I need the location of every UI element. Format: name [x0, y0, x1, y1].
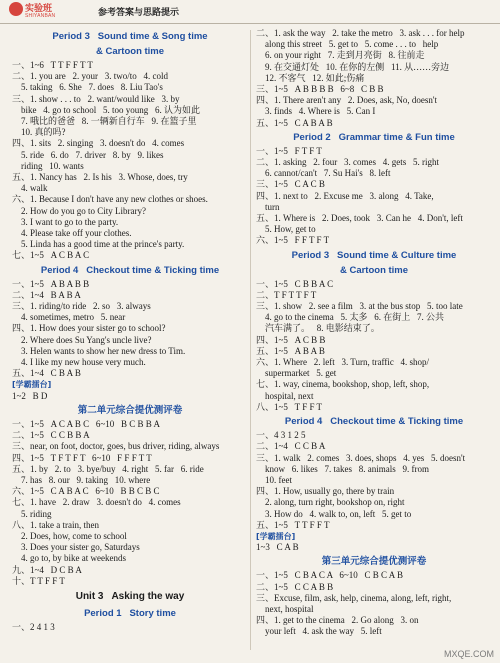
answer-line: 四、1~5 T F T F T 6~10 F F F T T: [12, 452, 152, 463]
answer-line: 四、1. There aren't any 2. Does, ask, No, doesn't: [256, 95, 437, 106]
answer-line: 四、1~5 A C B B: [256, 334, 326, 345]
answer-line: 3. Helen wants to show her new dress to Tim.: [12, 345, 186, 356]
section-title: & Cartoon time: [339, 264, 409, 276]
answer-line: next, hospital: [256, 603, 314, 614]
answer-line: 五、1~5 T T F F T: [256, 519, 330, 530]
section-title: Period 4 Checkout time & Ticking time: [40, 264, 220, 276]
answer-line: 四、1. sits 2. singing 3. doesn't do 4. comes: [12, 138, 185, 149]
answer-line: 五、1. Where is 2. Does, took 3. Can he 4. Don't, left: [256, 213, 463, 224]
answer-line: turn: [256, 201, 280, 212]
answer-line: 4. I like my new house very much.: [12, 357, 146, 368]
answer-line: your left 4. ask the way 5. left: [256, 626, 382, 637]
answer-line: 一、1~5 A B A B B: [12, 278, 90, 289]
answer-line: 7. 哦比的爸爸 8. 一辆新自行车 9. 在篮子里: [12, 116, 197, 127]
answer-line: 二、1~5 C C B B A: [12, 430, 90, 441]
answer-line: 七、1. way, cinema, bookshop, shop, left, shop,: [256, 379, 430, 390]
watermark-text: MXQE.COM: [443, 649, 494, 659]
answer-line: 二、1~5 C C A B B: [256, 581, 334, 592]
answer-line: 1~2 B D: [12, 390, 48, 401]
answer-line: bike 4. go to school 5. too young 6. 认为如此: [12, 104, 200, 115]
section-title: & Cartoon time: [95, 46, 165, 57]
answer-line: 五、1~5 A B A B: [256, 345, 325, 356]
answer-line: 5. ride 6. do 7. driver 8. by 9. likes: [12, 149, 164, 160]
answer-line: 三、1. show 2. see a film 3. at the bus stop 5. too late: [256, 301, 463, 312]
answer-line: along this street 5. get to 5. come . . . to help: [256, 39, 439, 50]
answer-line: 3. finds 4. Where is 5. Can I: [256, 106, 376, 117]
answer-line: 一、4 3 1 2 5: [256, 430, 306, 441]
answer-line: supermarket 5. get: [256, 368, 337, 379]
answer-line: 1~3 C A B: [256, 542, 299, 553]
answer-line: 二、1~4 C C B A: [256, 441, 326, 452]
answer-line: 一、2 4 1 3: [12, 621, 55, 632]
answer-line: know 6. likes 7. takes 8. animals 9. from: [256, 463, 429, 474]
section-tag: [学霸擂台]: [256, 531, 296, 541]
answer-line: 三、Excuse, film, ask, help, cinema, along, left, right,: [256, 592, 452, 603]
answer-line: 五、1~4 C B A B: [12, 368, 81, 379]
answer-line: 10. 真的吗?: [12, 127, 66, 138]
answer-line: 5. Linda has a good time at the prince's party.: [12, 239, 185, 250]
answer-line: 五、1. by 2. to 3. bye/buy 4. right 5. far 6. ride: [12, 463, 204, 474]
answer-line: 七、1~5 A C B A C: [12, 250, 90, 261]
answer-line: 三、1. show . . . to 2. want/would like 3. by: [12, 93, 180, 104]
answer-line: 六、1~5 F F T F T: [256, 235, 330, 246]
left-column: [12, 28, 248, 633]
answer-line: 六、1. Because I don't have any new clothes or shoes.: [12, 194, 208, 205]
answer-line: 三、1. walk 2. comes 3. does, shops 4. yes 5. doesn't: [256, 452, 466, 463]
answer-line: 一、1~5 C B B A C: [256, 278, 334, 289]
answer-line: 三、1~5 A B B B B 6~8 C B B: [256, 84, 384, 95]
answer-line: 八、1~5 T F F T: [256, 401, 323, 412]
answer-line: 汽车满了。 8. 电影结束了。: [256, 323, 380, 334]
brand-logo-icon: [9, 2, 23, 16]
answer-line: 7. has 8. our 9. taking 10. where: [12, 474, 151, 485]
answer-line: 四、1. next to 2. Excuse me 3. along 4. Take,: [256, 190, 434, 201]
column-divider: [250, 30, 251, 650]
answer-line: 5. riding: [12, 508, 52, 519]
answer-line: 4. sometimes, metro 5. near: [12, 312, 126, 323]
answer-line: 一、1~5 F T F T: [256, 145, 322, 156]
answer-line: riding 10. wants: [12, 160, 84, 171]
section-title: 第二单元综合提优测评卷: [77, 404, 183, 416]
section-title: Period 3 Sound time & Culture time: [291, 249, 457, 261]
answer-line: 12. 不客气 12. 如此;伤痛: [256, 72, 365, 83]
answer-line: 九、1~4 D C B A: [12, 564, 82, 575]
answer-line: 5. How, get to: [256, 224, 316, 235]
answer-line: 五、1. Nancy has 2. Is his 3. Whose, does, try: [12, 172, 188, 183]
answer-line: 二、T F T T F T: [256, 289, 317, 300]
brand-name-en: SHIYANBAN: [25, 13, 56, 19]
answer-line: 五、1~5 C A B A B: [256, 117, 333, 128]
brand-name: 实验班: [25, 4, 53, 14]
answer-line: hospital, next: [256, 390, 314, 401]
page-header: [0, 0, 500, 24]
answer-line: 八、1. take a train, then: [12, 519, 99, 530]
answer-line: 一、1~5 C B A C A 6~10 C B C A B: [256, 570, 404, 581]
answer-line: 二、1. asking 2. four 3. comes 4. gets 5. right: [256, 157, 439, 168]
answer-line: 6. on your right 7. 走到月亮街 8. 往前走: [256, 50, 425, 61]
section-title: Period 2 Grammar time & Fun time: [293, 131, 455, 143]
answer-line: 一、1~6 T T F F T T: [12, 60, 93, 70]
page-header-title: 参考答案与思路提示: [98, 8, 180, 18]
answer-line: 6. cannot/can't 7. Su Hai's 8. left: [256, 168, 391, 179]
answer-line: 一、1~5 A C A B C 6~10 B C B B A: [12, 418, 161, 429]
section-tag: [学霸擂台]: [12, 380, 52, 390]
answer-line: 三、1~5 C A C B: [256, 179, 325, 190]
section-title: Period 3 Sound time & Song time: [52, 31, 208, 42]
answer-line: 六、1~5 C A B A C 6~10 B B C B C: [12, 486, 160, 497]
answer-line: 3. I want to go to the party.: [12, 216, 119, 227]
section-title: 第三单元综合提优测评卷: [321, 556, 427, 568]
answer-line: 9. 在交通灯处 10. 在你的左侧 11. 从……旁边: [256, 61, 450, 72]
answer-line: 六、1. Where 2. left 3. Turn, traffic 4. shop/: [256, 357, 430, 368]
section-title: Period 4 Checkout time & Ticking time: [284, 416, 464, 428]
answer-line: 3. How do 4. walk to, on, left 5. get to: [256, 508, 412, 519]
answer-line: 十、T T F F T: [12, 575, 65, 586]
answer-line: 七、1. have 2. draw 3. doesn't do 4. comes: [12, 497, 181, 508]
answer-line: 三、1. riding/to ride 2. so 3. always: [12, 301, 151, 312]
answer-line: 4. walk: [12, 183, 48, 194]
unit-title: Unit 3 Asking the way: [75, 590, 185, 602]
answer-line: 2. How do you go to City Library?: [12, 205, 146, 216]
answer-line: 5. taking 6. She 7. does 8. Liu Tao's: [12, 82, 163, 93]
answer-line: 2. along, turn right, bookshop on, right: [256, 497, 405, 508]
answer-line: 二、1. ask the way 2. take the metro 3. ask . . . for help: [256, 28, 465, 38]
answer-line: 四、1. How, usually go, there by train: [256, 486, 395, 497]
answer-line: 10. feet: [256, 474, 292, 485]
answer-line: 四、1. How does your sister go to school?: [12, 323, 166, 334]
answer-line: 2. Does, how, come to school: [12, 530, 127, 541]
answer-line: 4. go to, by bike at weekends: [12, 553, 126, 564]
answer-line: 四、1. get to the cinema 2. Go along 3. on: [256, 615, 419, 626]
answer-line: 二、1~4 B A B A: [12, 289, 81, 300]
answer-line: 三、near, on foot, doctor, goes, bus driver, riding, always: [12, 441, 220, 452]
answer-line: 4. Please take off your clothes.: [12, 228, 132, 239]
answer-line: 3. Does your sister go, Saturdays: [12, 542, 140, 553]
section-title: Period 1 Story time: [84, 607, 176, 619]
answer-line: 二、1. you are 2. your 3. two/to 4. cold: [12, 71, 168, 82]
answer-line: 4. go to the cinema 5. 太多 6. 在街上 7. 公共: [256, 312, 444, 323]
right-column: [256, 28, 492, 638]
answer-line: 2. Where does Su Yang's uncle live?: [12, 334, 152, 345]
